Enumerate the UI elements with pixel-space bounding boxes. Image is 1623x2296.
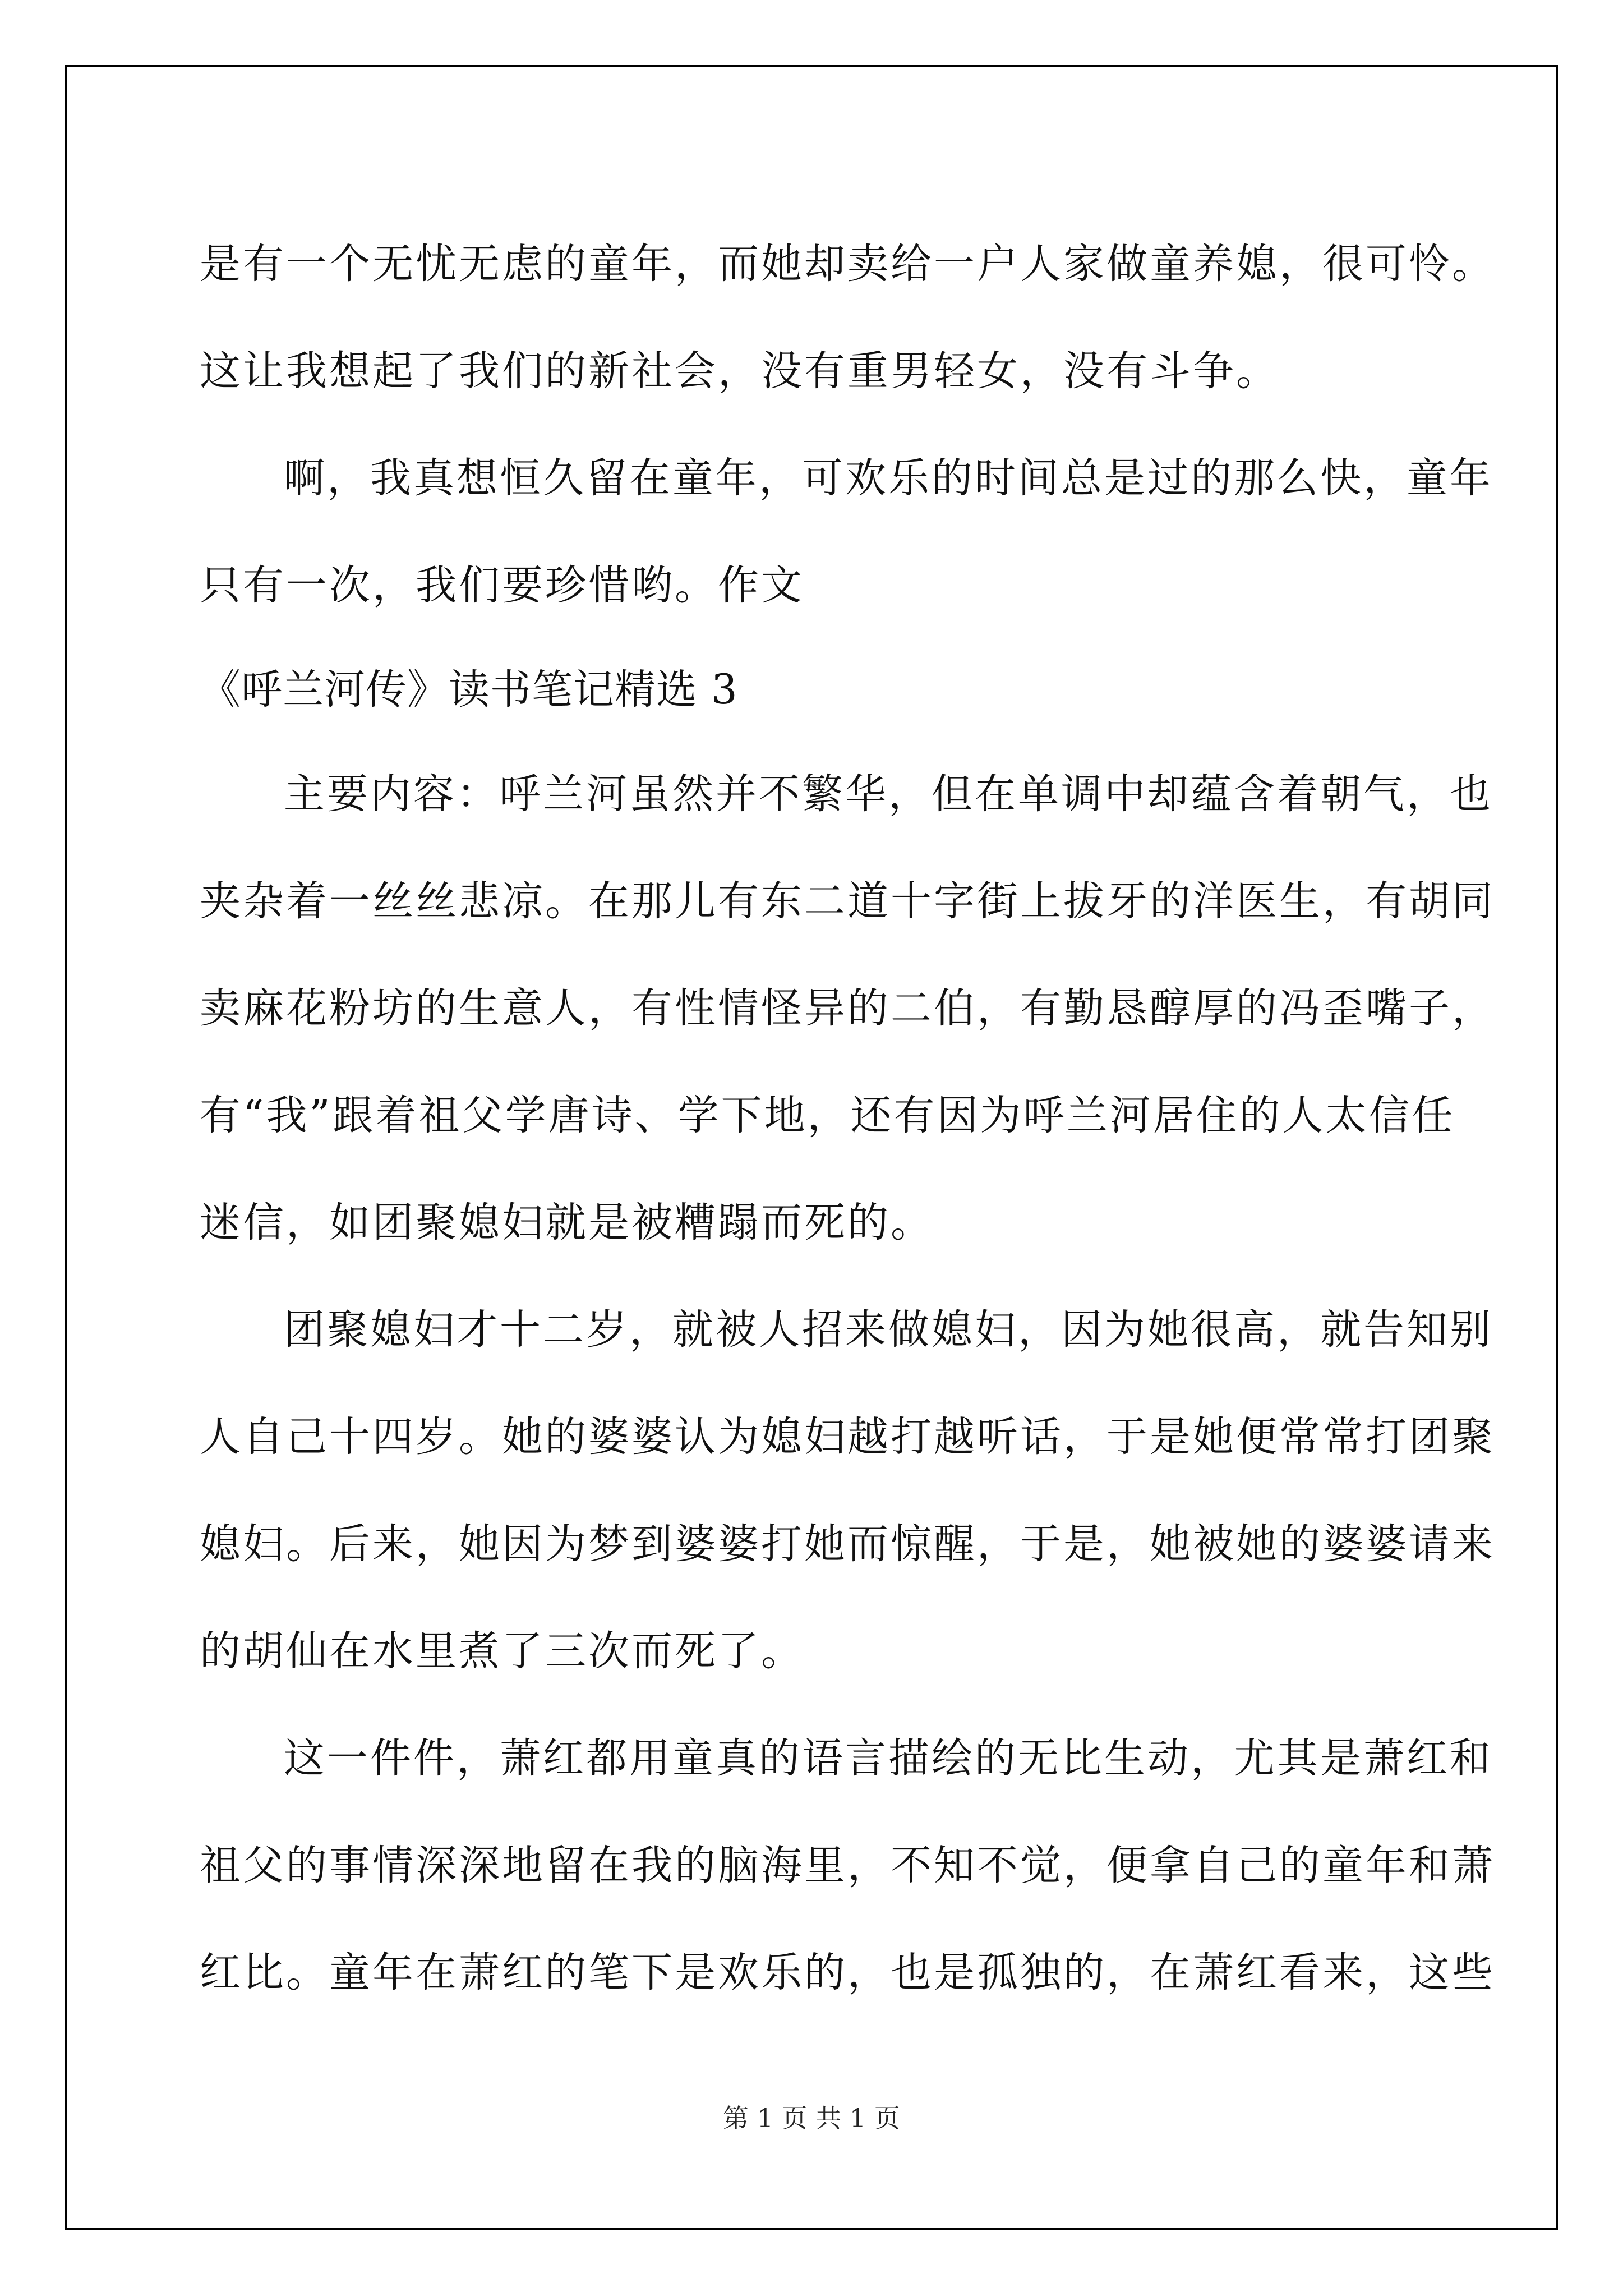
body-line: 这让我想起了我们的新社会，没有重男轻女，没有斗争。: [200, 347, 1279, 395]
body-line: 是有一个无忧无虑的童年，而她却卖给一户人家做童养媳，很可怜。: [200, 240, 1495, 288]
body-line: 只有一次，我们要珍惜哟。作文: [200, 562, 804, 609]
body-line: 迷信，如团聚媳妇就是被糟蹋而死的。: [200, 1199, 934, 1246]
body-line: 的胡仙在水里煮了三次而死了。: [200, 1627, 804, 1675]
body-line: 主要内容：呼兰河虽然并不繁华，但在单调中却蕴含着朝气，也: [284, 770, 1493, 818]
body-line: 这一件件，萧红都用童真的语言描绘的无比生动，尤其是萧红和: [284, 1734, 1493, 1782]
body-line: 啊，我真想恒久留在童年，可欢乐的时间总是过的那么快，童年: [284, 454, 1493, 502]
body-line: 红比。童年在萧红的笔下是欢乐的，也是孤独的，在萧红看来，这些: [200, 1949, 1495, 1996]
body-line: 夹杂着一丝丝悲凉。在那儿有东二道十字街上拔牙的洋医生，有胡同: [200, 877, 1495, 925]
page-footer: 第 1 页 共 1 页: [723, 2103, 900, 2133]
body-line: 团聚媳妇才十二岁，就被人招来做媳妇，因为她很高，就告知别: [284, 1306, 1493, 1354]
body-line: 有“我”跟着祖父学唐诗、学下地，还有因为呼兰河居住的人太信任: [200, 1092, 1455, 1139]
body-line: 祖父的事情深深地留在我的脑海里，不知不觉，便拿自己的童年和萧: [200, 1842, 1495, 1889]
body-line: 媳妇。后来，她因为梦到婆婆打她而惊醒，于是，她被她的婆婆请来: [200, 1520, 1495, 1568]
section-title: 《呼兰河传》读书笔记精选 3: [200, 666, 738, 714]
body-line: 人自己十四岁。她的婆婆认为媳妇越打越听话，于是她便常常打团聚: [200, 1413, 1495, 1461]
body-line: 卖麻花粉坊的生意人，有性情怪异的二伯，有勤恳醇厚的冯歪嘴子，: [200, 984, 1495, 1032]
document-body: [200, 210, 1495, 2026]
